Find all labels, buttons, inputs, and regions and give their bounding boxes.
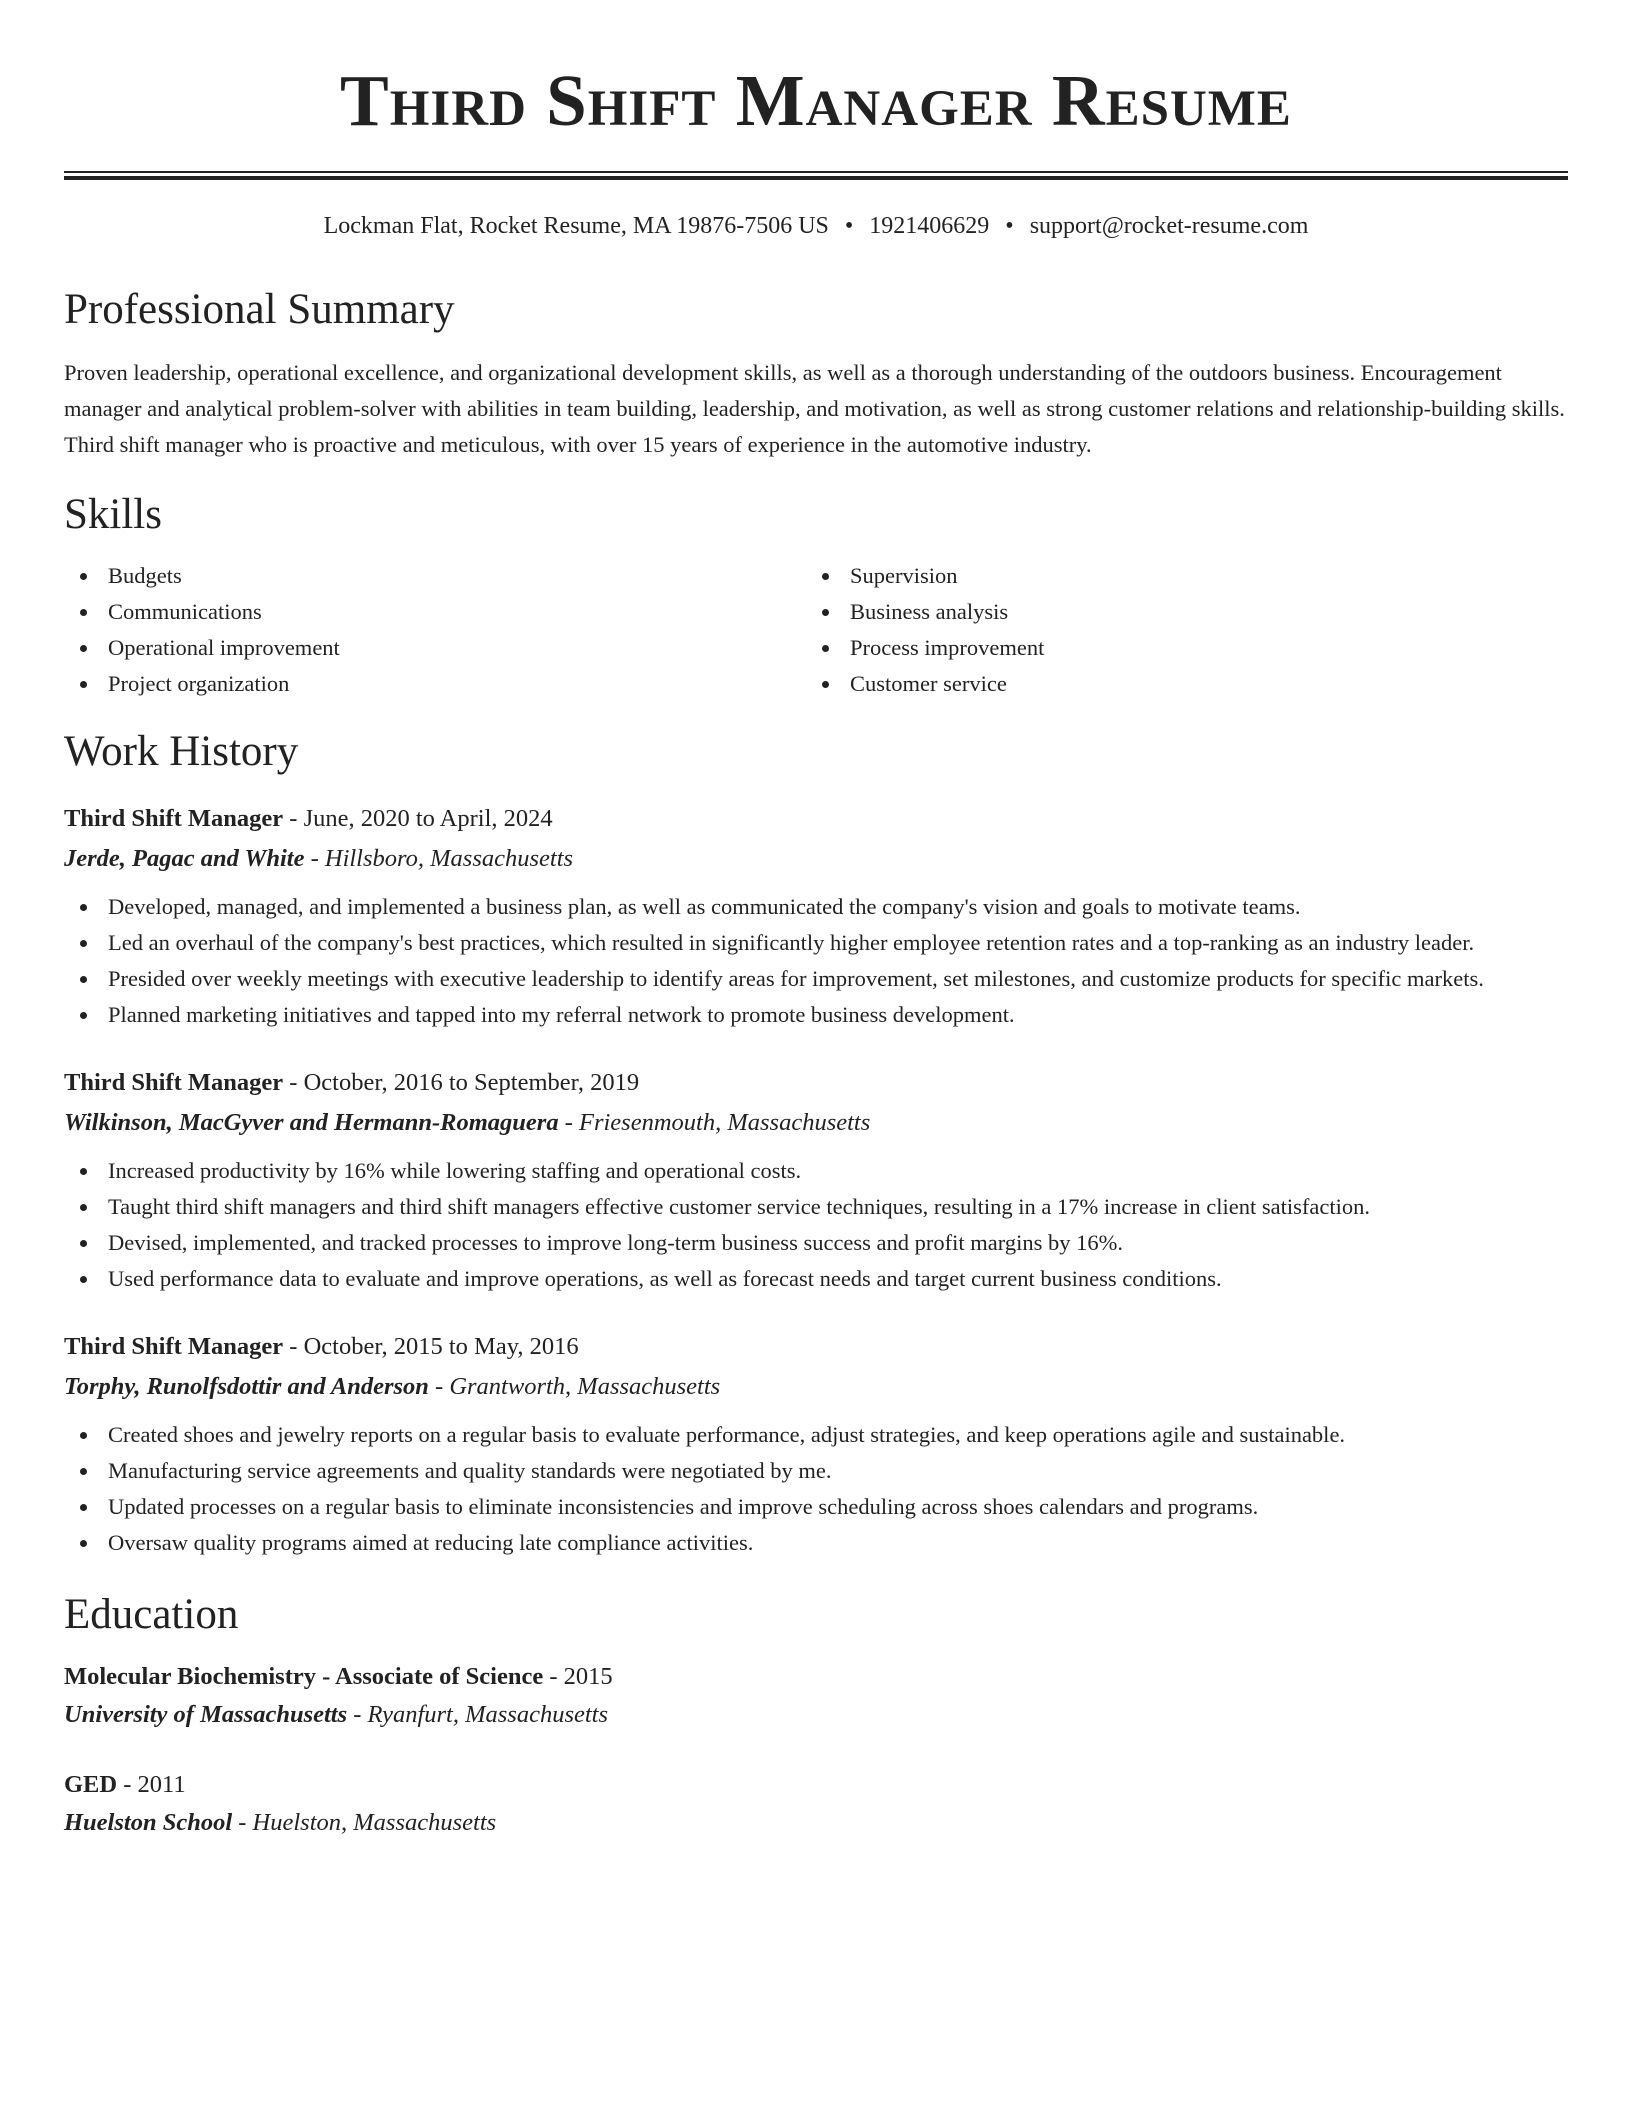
skills-column-left	[64, 558, 806, 702]
contact-address: Lockman Flat, Rocket Resume, MA 19876-7506 US	[323, 213, 829, 239]
contact-line	[64, 214, 1568, 238]
summary-text: Proven leadership, operational excellence, and organizational development skills, as well as a thorough understanding of the outdoors business. Encouragement manager and analytical problem-solver with abilities in team building, leadership, and motivation, as well as strong customer relations and relationship-building skills. Third shift manager who is proactive and meticulous, with over 15 years of experience in the automotive industry.	[64, 360, 1565, 457]
skill-item: Process improvement	[806, 630, 1548, 666]
job-title-line	[64, 1063, 1568, 1103]
job-title-line	[64, 799, 1568, 839]
job-company-line	[64, 1367, 1568, 1407]
skill-item: Supervision	[806, 558, 1548, 594]
job-entry	[64, 799, 1568, 1033]
job-location: - Grantworth, Massachusetts	[428, 1373, 721, 1400]
education-degree: GED	[64, 1771, 118, 1798]
job-location: - Hillsboro, Massachusetts	[304, 845, 574, 872]
job-bullet: Updated processes on a regular basis to eliminate inconsistencies and improve scheduling across shoes calendars and programs.	[64, 1489, 1568, 1525]
education-degree-line	[64, 1766, 1568, 1804]
education-entry	[64, 1766, 1568, 1842]
skills-heading: Skills	[64, 491, 162, 538]
job-entry	[64, 1063, 1568, 1297]
contact-email[interactable]: support@rocket-resume.com	[1029, 213, 1309, 239]
education-school: University of Massachusetts	[64, 1701, 348, 1728]
job-title: Third Shift Manager	[64, 1333, 284, 1360]
job-bullets	[64, 889, 1568, 1033]
education-year: - 2015	[543, 1663, 613, 1690]
skill-item: Customer service	[806, 666, 1548, 702]
job-company: Wilkinson, MacGyver and Hermann-Romaguera	[64, 1109, 559, 1136]
job-title: Third Shift Manager	[64, 1069, 284, 1096]
job-title-line	[64, 1327, 1568, 1367]
skill-item: Project organization	[64, 666, 806, 702]
contact-separator: •	[844, 213, 854, 239]
job-bullet: Increased productivity by 16% while lowering staffing and operational costs.	[64, 1153, 1568, 1189]
education-degree-line	[64, 1658, 1568, 1696]
skill-item: Communications	[64, 594, 806, 630]
work-history-heading: Work History	[64, 728, 299, 775]
skills-list	[64, 558, 1568, 702]
education-school-line	[64, 1696, 1568, 1734]
summary-heading: Professional Summary	[64, 286, 455, 333]
title-double-rule	[64, 171, 1568, 180]
job-bullet: Oversaw quality programs aimed at reducing late compliance activities.	[64, 1525, 1568, 1561]
job-bullet: Led an overhaul of the company's best practices, which resulted in significantly higher employee retention rates and a top-ranking as an industry leader.	[64, 925, 1568, 961]
job-bullet: Created shoes and jewelry reports on a regular basis to evaluate performance, adjust strategies, and keep operations agile and sustainable.	[64, 1417, 1568, 1453]
skill-item: Budgets	[64, 558, 806, 594]
job-title: Third Shift Manager	[64, 805, 284, 832]
job-bullet: Taught third shift managers and third shift managers effective customer service techniques, resulting in a 17% increase in client satisfaction.	[64, 1189, 1568, 1225]
job-company-line	[64, 839, 1568, 879]
education-school-line	[64, 1804, 1568, 1842]
skill-item: Operational improvement	[64, 630, 806, 666]
job-location: - Friesenmouth, Massachusetts	[558, 1109, 871, 1136]
job-bullet: Planned marketing initiatives and tapped into my referral network to promote business development.	[64, 997, 1568, 1033]
job-bullet: Used performance data to evaluate and improve operations, as well as forecast needs and target current business conditions.	[64, 1261, 1568, 1297]
job-bullets	[64, 1153, 1568, 1297]
job-bullet: Developed, managed, and implemented a business plan, as well as communicated the company's vision and goals to motivate teams.	[64, 889, 1568, 925]
education-location: - Ryanfurt, Massachusetts	[347, 1701, 609, 1728]
job-entry	[64, 1327, 1568, 1561]
job-dates: - October, 2015 to May, 2016	[283, 1333, 579, 1360]
education-year: - 2011	[117, 1771, 186, 1798]
job-bullet: Presided over weekly meetings with executive leadership to identify areas for improvement, set milestones, and customize products for specific markets.	[64, 961, 1568, 997]
job-company-line	[64, 1103, 1568, 1143]
job-bullet: Manufacturing service agreements and quality standards were negotiated by me.	[64, 1453, 1568, 1489]
education-heading: Education	[64, 1591, 239, 1638]
job-dates: - October, 2016 to September, 2019	[283, 1069, 640, 1096]
job-bullet: Devised, implemented, and tracked processes to improve long-term business success and profit margins by 16%.	[64, 1225, 1568, 1261]
resume-title: Third Shift Manager Resume	[340, 60, 1292, 141]
education-entry	[64, 1658, 1568, 1734]
contact-phone: 1921406629	[869, 213, 990, 239]
job-company: Jerde, Pagac and White	[64, 845, 305, 872]
job-dates: - June, 2020 to April, 2024	[283, 805, 553, 832]
skills-column-right	[806, 558, 1548, 702]
job-company: Torphy, Runolfsdottir and Anderson	[64, 1373, 429, 1400]
education-degree: Molecular Biochemistry - Associate of Science	[64, 1663, 544, 1690]
job-bullets	[64, 1417, 1568, 1561]
contact-separator: •	[1005, 213, 1014, 239]
skill-item: Business analysis	[806, 594, 1548, 630]
education-location: - Huelston, Massachusetts	[232, 1809, 497, 1836]
education-school: Huelston School	[64, 1809, 233, 1836]
